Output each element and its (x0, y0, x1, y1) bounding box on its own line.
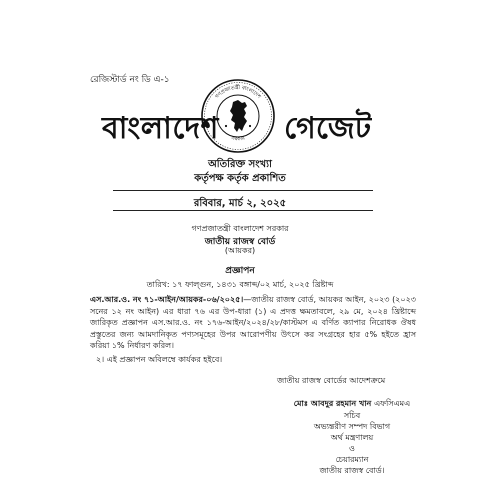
registration-number: রেজিস্টার্ড নং ডি এ-১ (90, 75, 170, 85)
gazette-title-left: বাংলাদেশ (102, 111, 219, 146)
divider-bottom (113, 210, 373, 211)
gazette-title-right: গেজেট (284, 111, 372, 146)
government-name: গণপ্রজাতন্ত্রী বাংলাদেশ সরকার (191, 224, 289, 233)
issue-date: রবিবার, মার্চ ২, ২০২৫ (193, 198, 287, 209)
signatory-title-4: ও (349, 444, 355, 453)
signatory-title-5: চেয়ারম্যান (335, 455, 369, 464)
signatory-suffix: এফসিএমএ (374, 399, 411, 408)
board-name: জাতীয় রাজস্ব বোর্ড (204, 237, 276, 247)
notification-paragraph-1 (90, 294, 416, 352)
government-seal-icon (200, 78, 276, 154)
wing-name: (আয়কর) (224, 246, 256, 255)
signatory-title-2: অভ্যন্তরীণ সম্পদ বিভাগ (313, 422, 391, 431)
notification-date: তারিখ: ১৭ ফাল্গুন, ১৪৩১ বঙ্গাব্দ/০২ মার্চ, ২০২৫ খ্রিষ্টাব্দ (146, 280, 334, 289)
extra-issue-label: অতিরিক্ত সংখ্যা (208, 159, 272, 170)
signatory-name-text: মোঃ আবদুর রহমান খান (293, 399, 372, 408)
published-by-label: কর্তৃপক্ষ কর্তৃক প্রকাশিত (194, 173, 286, 184)
order-line: জাতীয় রাজস্ব বোর্ডের আদেশক্রমে (277, 376, 386, 385)
sro-reference: এস.আর.ও. নং ৭১-আইন/আয়কর-০৬/২০২৫। (90, 295, 244, 304)
svg-text:সরকার (230, 135, 246, 142)
seal-top-text: গণপ্রজাতন্ত্রী বাংলাদেশ (214, 84, 262, 101)
signatory-title-3: অর্থ মন্ত্রণালয় (330, 433, 374, 442)
seal-bottom-text: সরকার (230, 135, 246, 143)
notification-paragraph-2: ২। এই প্রজ্ঞাপন অবিলম্বে কার্যকর হইবে। (96, 355, 223, 364)
divider-top (113, 190, 373, 191)
paragraph-1-text: —জাতীয় রাজস্ব বোর্ড, আয়কর আইন, ২০২৩ (২০২৩ সনের ১২ নং আইন) এর ধারা ৭৬ এর উপ-ধারা (১) এ প্রদত্ত ক্ষমতাবলে, ২৯ মে, ২০২৪ খ্রিষ্টাব্দে জারিকৃত প্রজ্ঞাপন এস.আর.ও. নং ১৭৬-আইন/২০২৪/২৮/কাস্টমস এ বর্ণিত ক্যাপার নিরোধক ঔষধ প্রস্তুতের জন্য আমদানিকৃত পণ্যসমূহের উপর আরোপণীয় উৎসে কর সংগ্রহের হার ৫% হইতে হ্রাস করিয়া ১% নির্ধারণ করিল। (90, 295, 416, 351)
signatory-title-6: জাতীয় রাজস্ব বোর্ড। (319, 466, 385, 475)
signatory-title-1: সচিব (343, 411, 361, 420)
svg-text:গণপ্রজাতন্ত্রী বাংলাদেশ (214, 84, 262, 101)
notification-title: প্রজ্ঞাপন (225, 266, 255, 276)
